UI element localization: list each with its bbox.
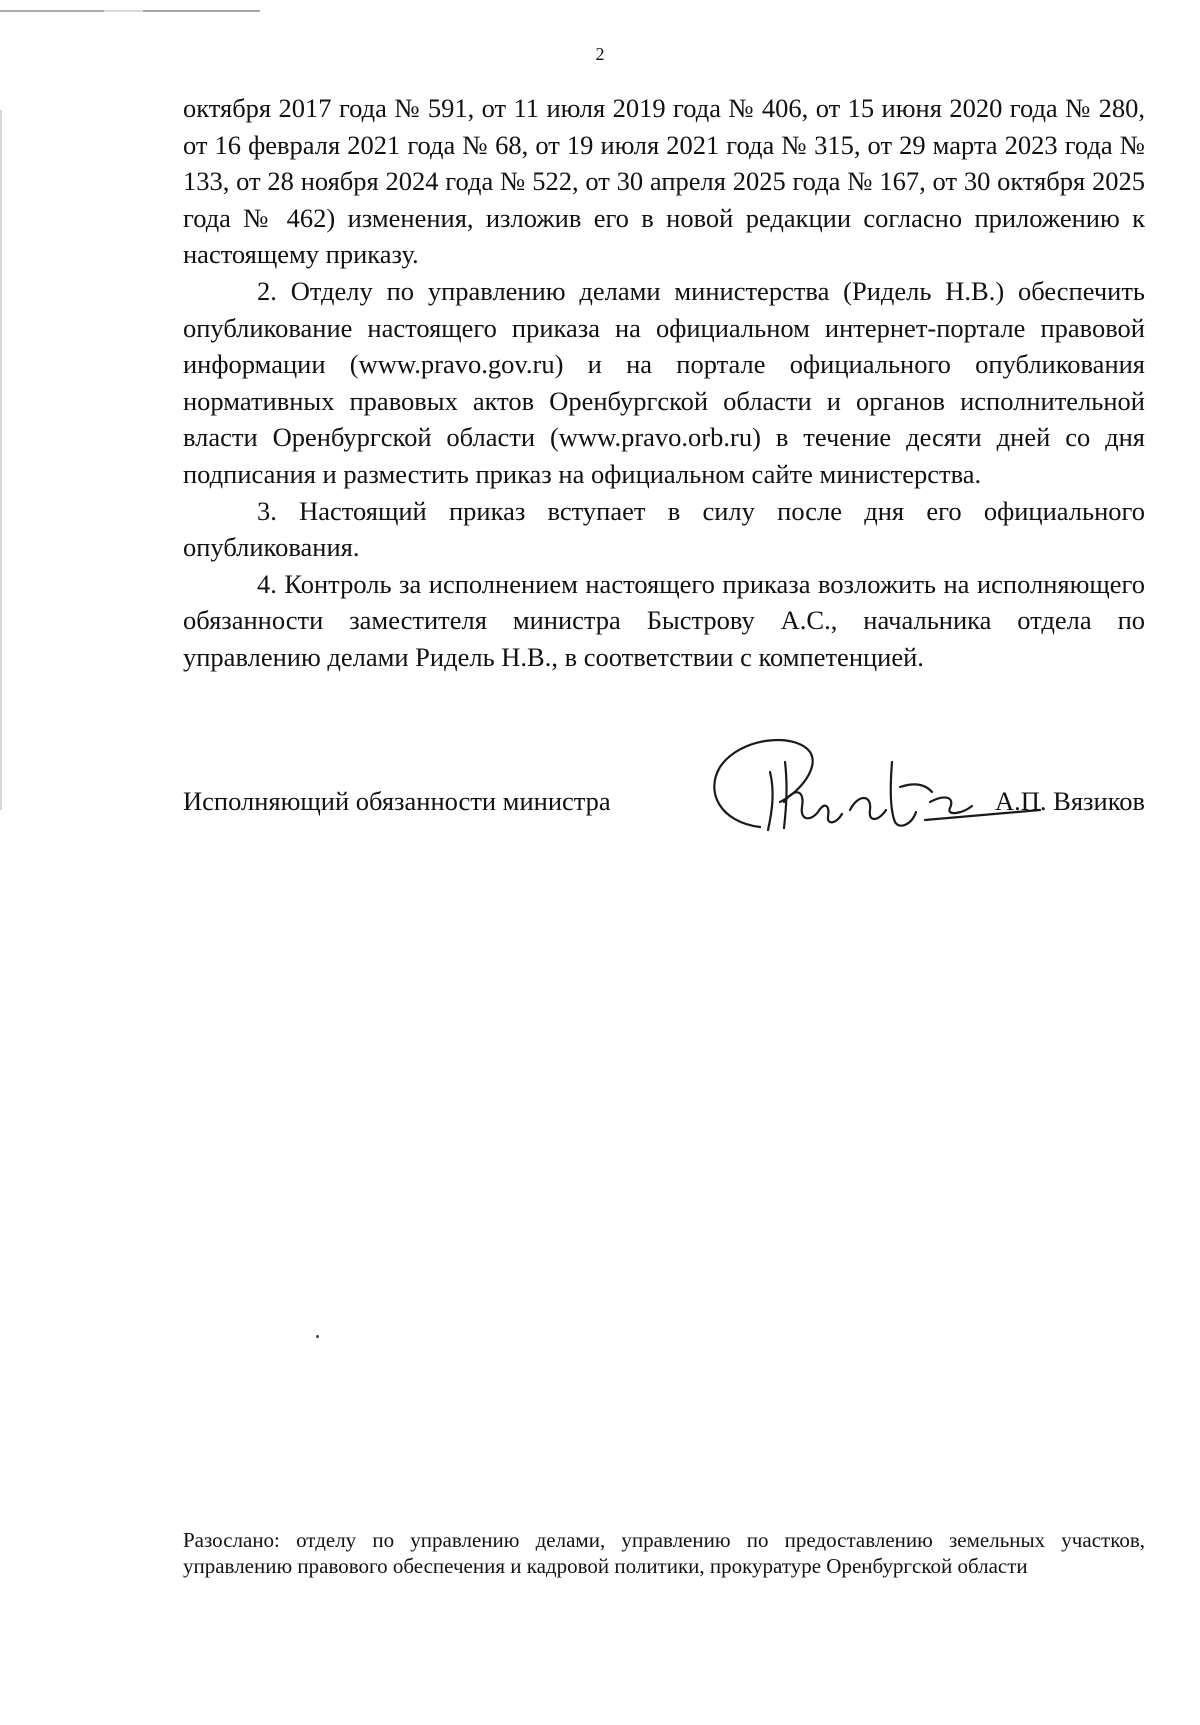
- page-number: 2: [595, 44, 605, 64]
- paragraph-item-4: 4. Контроль за исполнением настоящего приказа возложить на исполняющего обязанности заместителя министра Быстрову А.С., начальника отдела по управлению делами Ридель Н.В., в соответствии с компетенцией.: [183, 568, 1145, 672]
- distribution-list: Разослано: отделу по управлению делами, управлению по предоставлению земельных участков, управлению правового обеспечения и кадровой политики, прокуратуре Оренбургской области: [183, 1528, 1145, 1578]
- paragraph-item-3: 3. Настоящий приказ вступает в силу после дня его официального опубликования.: [183, 495, 1145, 563]
- scan-artifact-top: [0, 10, 260, 12]
- paragraph-continuation: октября 2017 года № 591, от 11 июля 2019 года № 406, от 15 июня 2020 года № 280, от 16 февраля 2021 года № 68, от 19 июля 2021 года № 315, от 29 марта 2023 года № 133, от 28 ноября 2024 года № 522, от 30 апреля 2025 года № 167, от 30 октября 2025 года № 462) изменения, изложив его в новой редакции согласно приложению к настоящему приказу.: [183, 93, 1145, 270]
- scan-speck: [316, 1335, 319, 1338]
- scan-artifact-left-edge: [0, 110, 2, 810]
- signatory-title: Исполняющий обязанности министра: [183, 786, 611, 816]
- signature-block: [183, 780, 1145, 822]
- paragraph-item-2: 2. Отделу по управлению делами министерства (Ридель Н.В.) обеспечить опубликование настоящего приказа на официальном интернет-портале правовой информации (www.pravo.gov.ru) и на портале официального опубликования нормативных правовых актов Оренбургской области и органов исполнительной власти Оренбургской области (www.pravo.orb.ru) в течение десяти дней со дня подписания и разместить приказ на официальном сайте министерства.: [183, 275, 1145, 489]
- document-body: [183, 90, 1145, 676]
- signatory-name: А.П. Вязиков: [995, 786, 1145, 816]
